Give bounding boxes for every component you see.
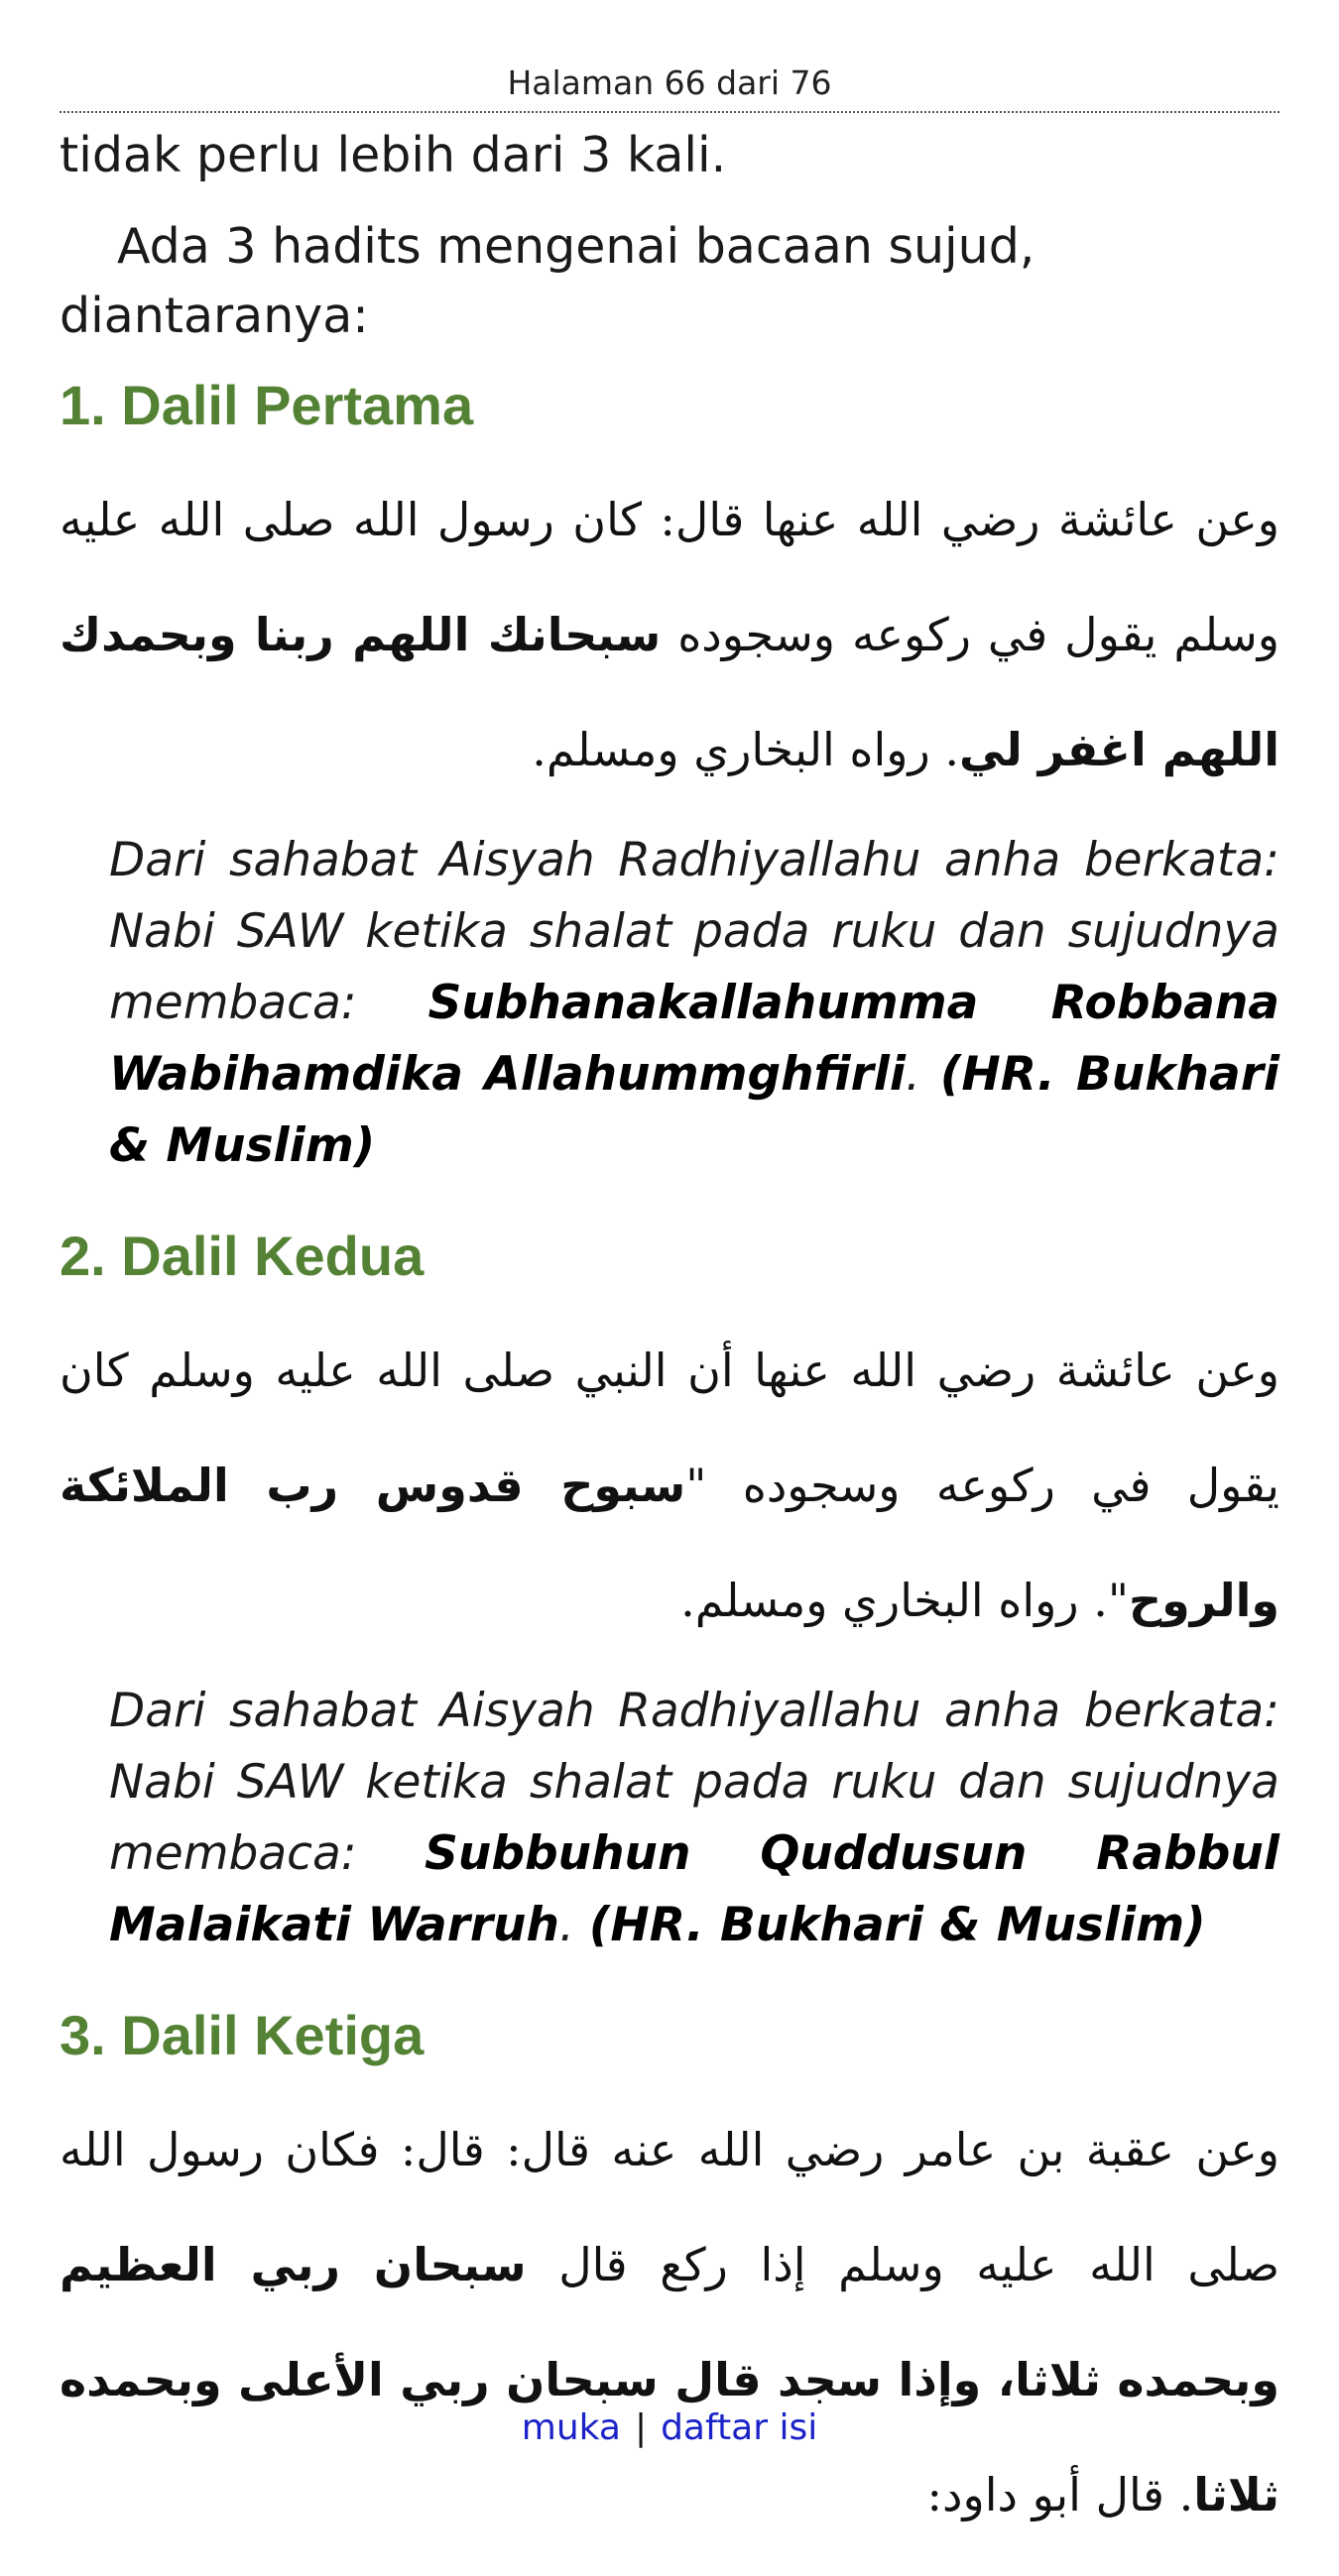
arabic-text: وعن عائشة رضي الله عنها أن النبي صلى الله عليه وسلم كان يقول في ركوعه وسجوده " — [60, 1344, 1279, 1512]
section-heading-3: 3. Dalil Ketiga — [60, 2004, 425, 2066]
arabic-source: . رواه البخاري ومسلم. — [532, 723, 959, 776]
intro-text: Ada 3 hadits mengenai bacaan sujud, diantaranya: — [60, 218, 1035, 344]
arabic-hadith-2 — [60, 1313, 1279, 1658]
translation-dua-bold: Subbuhun Quddusun Rabbul Malaikati Warruh — [109, 1826, 1279, 1952]
translation-text: Dari sahabat Aisyah Radhiyallahu anha berkata: Nabi SAW ketika shalat pada ruku dan sujudnya membaca: — [109, 1684, 1279, 1881]
arabic-dua-bold: سبوح قدوس رب الملائكة والروح — [60, 1459, 1279, 1627]
section-heading-1: 1. Dalil Pertama — [60, 374, 474, 436]
link-muka[interactable]: muka — [521, 2407, 621, 2448]
translation-punct: . — [906, 1047, 940, 1102]
document-page — [60, 0, 1279, 2566]
arabic-source: ". رواه البخاري ومسلم. — [680, 1574, 1129, 1627]
translation-2 — [109, 1676, 1279, 1961]
translation-source: (HR. Bukhari & Muslim) — [588, 1898, 1206, 1952]
translation-1 — [109, 825, 1279, 1182]
link-daftar-isi[interactable]: daftar isi — [661, 2407, 818, 2448]
translation-punct: . — [558, 1898, 589, 1952]
arabic-dua-bold: سبحان ربي العظيم وبحمده ثلاثا، وإذا سجد قال سبحان ربي الأعلى وبحمده ثلاثا — [60, 2238, 1279, 2521]
arabic-source: . قال أبو داود: — [926, 2468, 1194, 2521]
arabic-text: وعن عقبة بن عامر رضي الله عنه قال: قال: فكان رسول الله صلى الله عليه وسلم إذا ركع قال — [60, 2123, 1280, 2291]
page-indicator: Halaman 66 dari 76 — [60, 0, 1279, 113]
translation-source: (HR. Bukhari & Muslim) — [109, 1047, 1279, 1173]
footer-nav — [0, 2403, 1339, 2453]
arabic-dua-bold: سبحانك اللهم ربنا وبحمدك اللهم اغفر لي — [60, 608, 1279, 776]
nav-separator: | — [634, 2407, 648, 2448]
arabic-hadith-3 — [60, 2092, 1279, 2552]
section-heading-2: 2. Dalil Kedua — [60, 1225, 425, 1287]
translation-text: Dari sahabat Aisyah Radhiyallahu anha berkata: Nabi SAW ketika shalat pada ruku dan sujudnya membaca: — [109, 833, 1279, 1030]
arabic-text: وعن عائشة رضي الله عنها قال: كان رسول الله صلى الله عليه وسلم يقول في ركوعه وسجوده — [60, 493, 1279, 661]
translation-dua-bold: Subhanakallahumma Robbana Wabihamdika Allahummghfirli — [109, 976, 1279, 1102]
continuation-text: tidak perlu lebih dari 3 kali. — [60, 127, 727, 183]
arabic-hadith-1 — [60, 462, 1279, 807]
